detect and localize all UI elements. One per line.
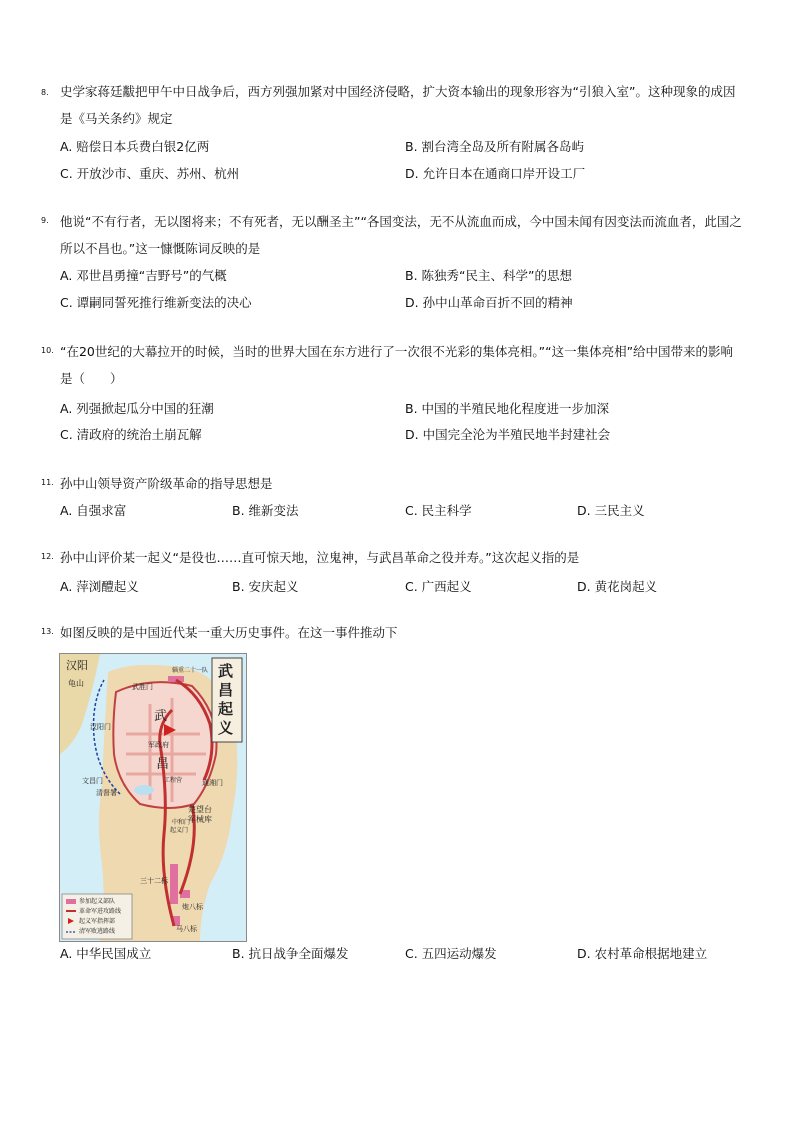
question-stem-line: 是《马关条约》规定: [60, 111, 173, 126]
map-label-junxieku: 军械库: [188, 815, 212, 824]
map-label-unit21: 辎重二十一队: [172, 667, 209, 674]
map-label-chang: 昌: [156, 757, 170, 772]
question-stem-line: 孙中山评价某一起义“是役也……直可惊天地，泣鬼神，与武昌革命之役并寿。”这次起义指的是: [60, 550, 580, 565]
option-d: D. 孙中山革命百折不回的精神: [405, 295, 573, 310]
map-title: 武昌起义: [218, 662, 234, 737]
option-a: A. 萍浏醴起义: [60, 579, 139, 594]
question-stem-line: 他说“不有行者，无以图将来；不有死者，无以酬圣主”“各国变法，无不从流血而成，今中国未闻有因变法而流血者，此国之: [60, 214, 742, 229]
question-stem-line: 史学家蒋廷黻把甲午中日战争后，西方列强加紧对中国经济侵略，扩大资本输出的现象形容为“引狼入室”。这种现象的成因: [60, 84, 736, 99]
map-label-qiyimen: 起义门: [170, 827, 189, 834]
map-label-wenchangmen: 文昌门: [82, 777, 103, 785]
map-label-hanyang: 汉阳: [66, 659, 88, 672]
legend-item-hq: 起义军指挥部: [79, 918, 116, 925]
option-c: C. 广西起义: [405, 579, 472, 594]
option-a: A. 邓世昌勇撞“吉野号”的气概: [60, 268, 227, 283]
option-a: A. 中华民国成立: [60, 946, 152, 961]
option-c: C. 开放沙市、重庆、苏州、杭州: [60, 166, 240, 181]
map-label-qinglu: 清督署: [96, 789, 117, 797]
option-d: D. 中国完全沦为半殖民地半封建社会: [405, 427, 611, 442]
option-b: B. 抗日战争全面爆发: [232, 946, 349, 961]
option-a: A. 赔偿日本兵费白银2亿两: [60, 139, 210, 154]
question-stem-line: “在20世纪的大幕拉开的时候，当时的世界大国在东方进行了一次很不光彩的集体亮相。”“这一集体亮相”给中国带来的影响: [60, 344, 734, 359]
question-stem-line: 孙中山领导资产阶级革命的指导思想是: [60, 476, 273, 491]
legend-item-troops: 参加起义部队: [79, 898, 116, 905]
option-d: D. 允许日本在通商口岸开设工厂: [405, 166, 586, 181]
option-d: D. 农村革命根据地建立: [577, 946, 708, 961]
option-c: C. 五四运动爆发: [405, 946, 497, 961]
map-label-chuwangtai: 楚望台: [188, 805, 212, 814]
lake: [134, 785, 154, 795]
question-number: 13.: [41, 627, 54, 636]
option-d: D. 黄花岗起义: [577, 579, 658, 594]
legend-item-retreat: 清军败逃路线: [79, 928, 116, 935]
option-b: B. 安庆起义: [232, 579, 299, 594]
map-label-junzhengfu: 军政府: [148, 741, 169, 749]
map-label-pao8: 炮八标: [182, 903, 203, 911]
legend-item-attack: 革命军进攻路线: [79, 908, 122, 915]
wuchang-uprising-map: [59, 653, 247, 942]
legend-swatch-troops: [66, 899, 76, 904]
map-label-tongxiangmen: 通湘门: [202, 779, 223, 787]
map-label-hanyangmen: 汉阳门: [90, 723, 111, 731]
question-stem-line: 所以不昌也。”这一慷慨陈词反映的是: [60, 241, 261, 256]
option-b: B. 中国的半殖民地化程度进一步加深: [405, 401, 610, 416]
option-b: B. 陈独秀“民主、科学”的思想: [405, 268, 572, 283]
map-label-guishan: 龟山: [68, 679, 84, 688]
question-number: 12.: [41, 552, 54, 561]
map-label-unit32: 三十二标: [140, 877, 168, 885]
question-number: 8.: [41, 88, 49, 97]
option-d: D. 三民主义: [577, 503, 645, 518]
question-stem-line: 如图反映的是中国近代某一重大历史事件。在这一事件推动下: [60, 625, 398, 640]
troop-unit-32: [170, 864, 178, 904]
question-number: 10.: [41, 346, 54, 355]
map-label-zhonghemen: 中和门: [172, 819, 191, 826]
option-c: C. 民主科学: [405, 503, 472, 518]
option-a: A. 列强掀起瓜分中国的狂潮: [60, 401, 214, 416]
map-label-wu: 武: [154, 709, 168, 724]
question-number: 9.: [41, 216, 49, 225]
question-stem-line: 是（ ）: [60, 371, 123, 386]
question-number: 11.: [41, 478, 54, 487]
map-label-ma8: 马八标: [176, 925, 197, 933]
option-b: B. 维新变法: [232, 503, 299, 518]
option-b: B. 割台湾全岛及所有附属各岛屿: [405, 139, 585, 154]
option-a: A. 自强求富: [60, 503, 127, 518]
map-label-wushengmen: 武胜门: [132, 683, 153, 691]
option-c: C. 清政府的统治土崩瓦解: [60, 427, 202, 442]
option-c: C. 谭嗣同誓死推行维新变法的决心: [60, 295, 252, 310]
map-label-gongchengying: 工程营: [164, 777, 183, 784]
